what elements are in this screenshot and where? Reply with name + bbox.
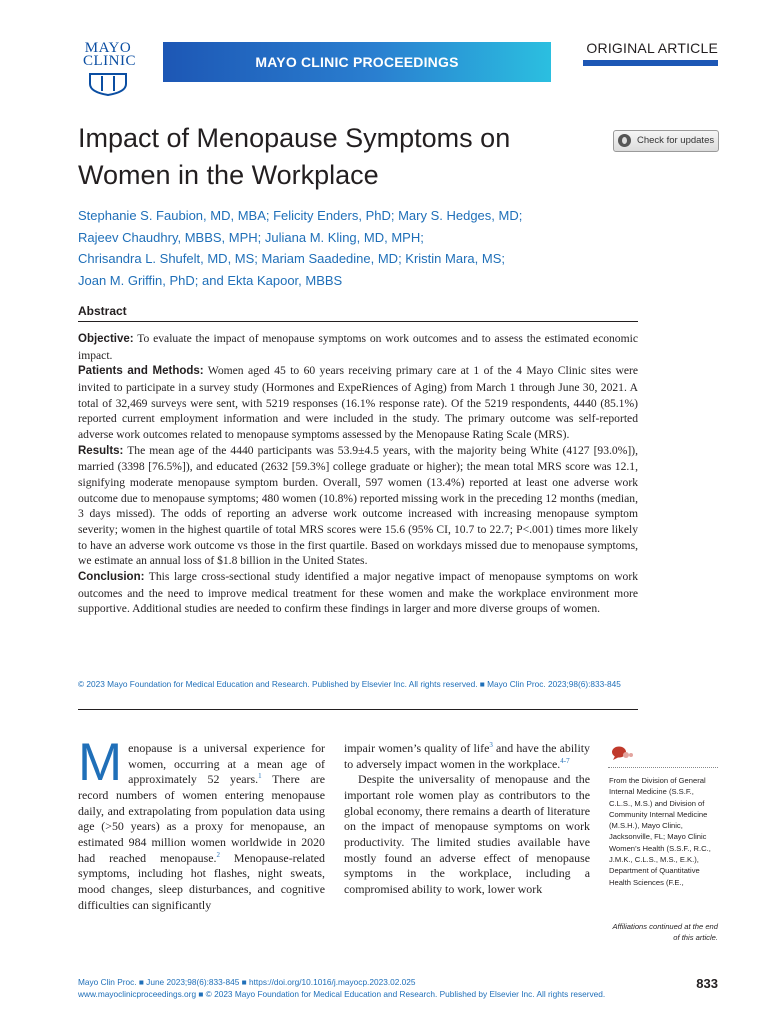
body-paragraph: [344, 741, 590, 772]
footer-citation[interactable]: Mayo Clin Proc. ■ June 2023;98(6):833-845 ■ https://doi.org/10.1016/j.mayocp.2023.02.025: [78, 977, 416, 987]
check-for-updates-label: Check for updates: [637, 135, 715, 146]
abstract-bottom-rule: [78, 709, 638, 710]
reference-link[interactable]: 3: [489, 741, 493, 750]
drop-cap: M: [78, 733, 123, 792]
body-text: impair women’s quality of life: [344, 741, 490, 755]
results-text: The mean age of the 4440 participants was 53.9±4.5 years, with the majority being White (4127 [93.0%]), married (3398 [76.5%]), and educated (2632 [59.3%] college graduate or higher); the mean total MRS score was 12.1, signifying moderate menopause symptom burden. Overall, 597 women (13.4%) reported at least one adverse work outcome due to menopause symptoms; 480 women (10.8%) reported missing work in the preceding 12 months (median, 3 days missed). The odds of reporting an adverse work outcome increased with increasing menopause symptom severity; women in the highest quartile of total MRS scores were 15.6 (95% CI, 10.7 to 22.7; P<.001) times more likely to have an adverse work outcome vs those in the first quartile. Based on workdays missed due to menopause symptoms, we estimate an annual loss of $1.8 billion in the United States.: [78, 443, 638, 568]
author-line[interactable]: Chrisandra L. Shufelt, MD, MS; Mariam Saadedine, MD; Kristin Mara, MS;: [78, 251, 505, 266]
page-number: 833: [696, 976, 718, 991]
abstract-methods: [78, 363, 638, 442]
reference-link[interactable]: 2: [216, 850, 220, 859]
results-label: Results:: [78, 444, 124, 457]
speech-bubble-icon[interactable]: [611, 746, 633, 761]
abstract-objective: [78, 331, 638, 363]
abstract-results: [78, 443, 638, 569]
article-title: Impact of Menopause Symptoms on Women in the Workplace: [78, 123, 511, 190]
author-line[interactable]: Stephanie S. Faubion, MD, MBA; Felicity Enders, PhD; Mary S. Hedges, MD;: [78, 208, 523, 223]
body-column-1: [78, 733, 325, 913]
article-type-label: ORIGINAL ARTICLE: [586, 40, 718, 56]
sidebar-divider: [608, 767, 718, 768]
copyright-text: © 2023 Mayo Foundation for Medical Education and Research. Published by Elsevier Inc. All rights reserved. ■ Mayo Clin Proc. 2023;98(6):833-845: [78, 679, 621, 689]
affiliations-continued: Affiliations continued at the end of this article.: [612, 922, 718, 943]
author-line[interactable]: Rajeev Chaudhry, MBBS, MPH; Juliana M. Kling, MD, MPH;: [78, 229, 424, 245]
abstract-top-rule: [78, 321, 638, 322]
footer-site[interactable]: www.mayoclinicproceedings.org ■ © 2023 Mayo Foundation for Medical Education and Research. Published by Elsevier Inc. All rights reserved.: [78, 989, 606, 999]
methods-label: Patients and Methods:: [78, 365, 204, 378]
methods-text: Women aged 45 to 60 years receiving primary care at 1 of the 4 Mayo Clinic sites were invited to participate in a survey study (Hormones and ExpeRiences of Aging) from March 1 through June 30, 2021. A total of 32,469 surveys were sent, with 5219 responses (16.1% response rate). Of the 5219 respondents, 4440 (85.1%) reported current employment information and were included in the study. The primary outcome was self-reported adverse work outcomes related to menopause symptoms assessed by the Menopause Rating Scale (MRS).: [78, 364, 638, 441]
conclusion-label: Conclusion:: [78, 570, 145, 583]
mayo-clinic-logo: [78, 42, 138, 104]
body-text: Menopause-related symptoms, including hot flashes, night sweats, mood changes, sleep disturbances, and cognitive difficulties can significantly: [78, 850, 325, 912]
body-text: enopause is a universal experience for women, occurring at a mean age of approximately 52 years.: [128, 741, 325, 787]
reference-link[interactable]: 1: [258, 772, 262, 781]
body-paragraph: Despite the universality of menopause and the important role women play as contributors to the global economy, there remains a dearth of literature on the impact of menopause symptoms on work productivity. The limited studies available have mostly found an adverse effect of menopause symptoms in the workplace, including a compromised ability to work, lower work: [344, 772, 590, 896]
body-text: There are record numbers of women entering menopause daily, and extrapolating from population data using age (>50 years) as a proxy for menopause, an estimated 984 million women worldwide in 2020 had reached menopause.: [78, 772, 325, 865]
check-for-updates-button[interactable]: [613, 130, 719, 152]
abstract-copyright: [78, 679, 638, 690]
reference-link[interactable]: 4-7: [560, 756, 570, 765]
abstract-heading: Abstract: [78, 304, 127, 318]
logo-wordmark: MAYO CLINIC: [83, 40, 136, 69]
affiliations-text: From the Division of General Internal Medicine (S.S.F., C.L.S., M.S.) and Division of Community Internal Medicine (M.S.H.), Mayo Clinic, Jacksonville, FL; Mayo Clinic Women’s Health (S.S.F., R.C., J.M.K., C.L.S., M.S., E.K.), Department of Quantitative Health Sciences (F.E.,: [609, 776, 711, 887]
logo-text: [78, 42, 138, 68]
journal-banner[interactable]: [163, 42, 551, 82]
article-type-rule: [583, 60, 718, 66]
author-line[interactable]: Joan M. Griffin, PhD; and Ekta Kapoor, MBBS: [78, 272, 343, 288]
crossmark-icon: [618, 134, 631, 147]
conclusion-text: This large cross-sectional study identified a major negative impact of menopause symptoms on work outcomes and the need to improve medical treatment for these women and make the workplace environment more supportive. Additional studies are needed to confirm these findings in larger and more diverse groups of women.: [78, 569, 638, 616]
shield-icon: [88, 72, 128, 96]
objective-text: To evaluate the impact of menopause symptoms on work outcomes and to assess the estimated economic impact.: [78, 332, 638, 362]
author-list: [78, 205, 638, 291]
body-column-2: [344, 741, 590, 898]
journal-name: MAYO CLINIC PROCEEDINGS: [255, 54, 459, 70]
body-text: and have the ability to adversely impact women in the workplace.: [344, 741, 590, 771]
abstract-conclusion: [78, 569, 638, 617]
abstract-body: [78, 331, 638, 617]
objective-label: Objective:: [78, 333, 134, 345]
